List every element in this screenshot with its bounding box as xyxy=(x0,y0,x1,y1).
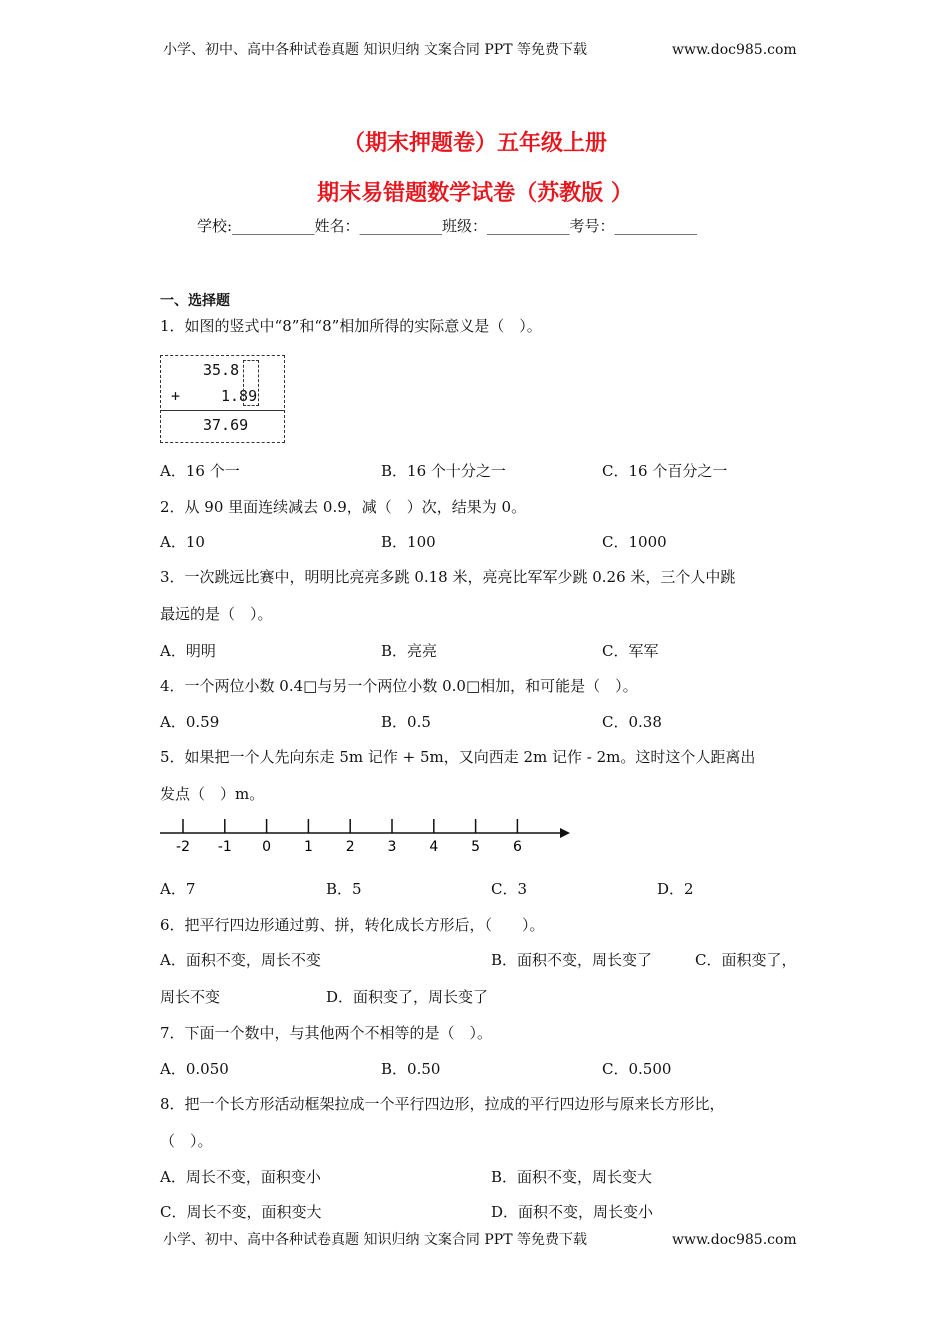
q6-option-b[interactable]: B．面积不变，周长变了 xyxy=(491,951,653,969)
vertical-addition-figure xyxy=(160,355,285,443)
q4-option-a[interactable]: A．0.59 xyxy=(160,713,220,731)
q5-option-b[interactable]: B．5 xyxy=(326,880,362,898)
q1-option-a[interactable]: A．16 个一 xyxy=(160,462,240,480)
plus-sign: + xyxy=(171,387,181,405)
q4-text: 4．一个两位小数 0.4□与另一个两位小数 0.0□相加，和可能是（ ）。 xyxy=(160,677,638,695)
q6-text: 6．把平行四边形通过剪、拼，转化成长方形后，（ ）。 xyxy=(160,916,545,934)
q3-option-b[interactable]: B．亮亮 xyxy=(381,642,438,660)
tick-label: -1 xyxy=(217,839,232,855)
tick-label: 0 xyxy=(262,839,272,855)
q6-option-a[interactable]: A．面积不变，周长不变 xyxy=(160,951,321,969)
q3-text-cont: 最远的是（ ）。 xyxy=(160,605,273,623)
section-heading: 一、选择题 xyxy=(160,293,230,309)
title-line1: （期末押题卷）五年级上册 xyxy=(342,131,607,156)
q1-text: 1．如图的竖式中“8”和“8”相加所得的实际意义是（ ）。 xyxy=(160,317,542,335)
header-text: 小学、初中、高中各种试卷真题 知识归纳 文案合同 PPT 等免费下载 xyxy=(163,42,587,58)
q8-option-a[interactable]: A．周长不变，面积变小 xyxy=(160,1168,321,1186)
tick-label: 3 xyxy=(387,839,397,855)
tick-label: 2 xyxy=(345,839,355,855)
q8-text-cont: （ ）。 xyxy=(160,1132,213,1150)
q4-option-b[interactable]: B．0.5 xyxy=(381,713,431,731)
q4-option-c[interactable]: C．0.38 xyxy=(602,713,662,731)
q7-option-a[interactable]: A．0.050 xyxy=(160,1060,229,1078)
sum: 37.69 xyxy=(203,416,249,434)
q5-option-d[interactable]: D．2 xyxy=(657,880,694,898)
title-line2: 期末易错题数学试卷（苏教版 ） xyxy=(317,181,633,206)
tick-label: 5 xyxy=(471,839,481,855)
q8-text: 8．把一个长方形活动框架拉成一个平行四边形，拉成的平行四边形与原来长方形比， xyxy=(160,1095,725,1113)
q2-text: 2．从 90 里面连续减去 0.9，减（ ）次，结果为 0。 xyxy=(160,498,527,516)
sum-line xyxy=(161,410,284,411)
q8-option-b[interactable]: B．面积不变，周长变大 xyxy=(491,1168,653,1186)
q2-option-b[interactable]: B．100 xyxy=(381,533,436,551)
q5-option-c[interactable]: C．3 xyxy=(491,880,528,898)
header-url[interactable]: www.doc985.com xyxy=(672,42,797,58)
student-info-line: 学校:___________姓名：___________班级：___________考号：___________ xyxy=(197,217,698,235)
q1-option-c[interactable]: C．16 个百分之一 xyxy=(602,462,728,480)
tick-label: 1 xyxy=(303,839,313,855)
q5-option-a[interactable]: A．7 xyxy=(160,880,196,898)
addend-1: 35.8 xyxy=(203,361,240,379)
q7-option-b[interactable]: B．0.50 xyxy=(381,1060,441,1078)
q7-text: 7．下面一个数中，与其他两个不相等的是（ ）。 xyxy=(160,1024,493,1042)
q3-text: 3．一次跳远比赛中，明明比亮亮多跳 0.18 米，亮亮比军军少跳 0.26 米，三个人中跳 xyxy=(160,568,736,586)
addend-2: 1.89 xyxy=(221,387,258,405)
q7-option-c[interactable]: C．0.500 xyxy=(602,1060,672,1078)
q6-option-c-cont[interactable]: 周长不变 xyxy=(160,988,221,1006)
q8-option-c[interactable]: C．周长不变，面积变大 xyxy=(160,1203,322,1221)
q5-text-cont: 发点（ ）m。 xyxy=(160,785,265,803)
q3-option-a[interactable]: A．明明 xyxy=(160,642,216,660)
q1-option-b[interactable]: B．16 个十分之一 xyxy=(381,462,506,480)
q8-option-d[interactable]: D．面积不变，周长变小 xyxy=(491,1203,654,1221)
tick-label: 4 xyxy=(429,839,439,855)
footer-text: 小学、初中、高中各种试卷真题 知识归纳 文案合同 PPT 等免费下载 xyxy=(163,1232,587,1248)
q3-option-c[interactable]: C．军军 xyxy=(602,642,659,660)
tick-label: -2 xyxy=(176,839,190,855)
q2-option-a[interactable]: A．10 xyxy=(160,533,205,551)
q6-option-c[interactable]: C．面积变了， xyxy=(695,951,797,969)
q6-option-d[interactable]: D．面积变了，周长变了 xyxy=(326,988,489,1006)
q5-text: 5．如果把一个人先向东走 5m 记作 + 5m，又向西走 2m 记作 - 2m。这时这个人距离出 xyxy=(160,748,756,766)
number-line xyxy=(155,812,575,857)
q2-option-c[interactable]: C．1000 xyxy=(602,533,667,551)
tick-label: 6 xyxy=(512,839,522,855)
highlight-box xyxy=(243,360,259,406)
arrow-icon xyxy=(560,828,570,838)
footer-url[interactable]: www.doc985.com xyxy=(672,1232,797,1248)
